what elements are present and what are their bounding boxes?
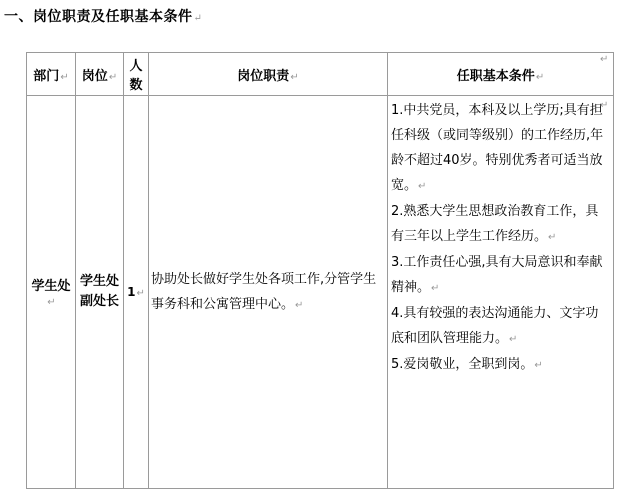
position-text: 学生处副处长 [79,274,119,309]
paragraph-mark-icon: ↵ [60,71,69,83]
requirement-item [391,352,611,378]
department-text: 学生处 [31,279,71,294]
cell-count [124,96,149,489]
cell-department [27,96,76,489]
cell-duties [149,96,388,489]
paragraph-mark-icon: ↵ [193,13,203,24]
duties-text: 协助处长做好学生处各项工作,分管学生事务科和公寓管理中心。 [151,271,377,312]
paragraph-mark-icon: ↵ [290,71,299,83]
requirement-text: 5.爱岗敬业，全职到岗。 [391,357,534,372]
paragraph-mark-icon: ↵ [431,283,440,294]
cell-position [76,96,124,489]
header-count [124,53,149,96]
section-heading-text: 一、岗位职责及任职基本条件 [4,9,193,25]
requirement-text: 1.中共党员，本科及以上学历;具有担任科级（或同等级别）的工作经历,年龄不超过40岁。特别优秀者可适当放宽。 [391,103,604,193]
requirement-text: 2.熟悉大学生思想政治教育工作，具有三年以上学生工作经历。 [391,204,599,244]
requirement-item [391,98,611,199]
header-requirements-text: 任职基本条件 [456,68,535,84]
job-requirements-table [26,52,614,489]
paragraph-mark-icon: ↵ [136,288,145,299]
header-position-text: 岗位 [81,68,108,84]
header-position [76,53,124,96]
cell-requirements [388,96,614,489]
requirement-item [391,250,611,301]
requirement-item [391,301,611,352]
header-requirements [388,53,614,96]
table-header-row [27,53,614,96]
header-duties-text: 岗位职责 [237,68,290,84]
header-department [27,53,76,96]
paragraph-mark-icon: ↵ [47,297,56,308]
paragraph-mark-icon: ↵ [534,360,543,371]
count-text: 1 [127,285,136,299]
paragraph-mark-icon: ↵ [600,54,609,65]
header-department-text: 部门 [33,68,60,84]
paragraph-mark-icon: ↵ [535,71,545,83]
table-row [27,96,614,489]
requirement-text: 4.具有较强的表达沟通能力、文字功底和团队管理能力。 [391,306,599,346]
paragraph-mark-icon: ↵ [295,299,304,311]
header-count-text: 人数 [129,59,143,93]
paragraph-mark-icon: ↵ [509,334,518,345]
header-duties [149,53,388,96]
paragraph-mark-icon: ↵ [548,232,557,243]
paragraph-mark-icon: ↵ [418,181,427,192]
paragraph-mark-icon: ↵ [108,71,118,83]
requirement-item [391,199,611,250]
paragraph-mark-icon: ↵ [600,100,609,111]
section-heading [4,6,202,26]
requirement-text: 3.工作责任心强,具有大局意识和奉献精神。 [391,255,603,295]
